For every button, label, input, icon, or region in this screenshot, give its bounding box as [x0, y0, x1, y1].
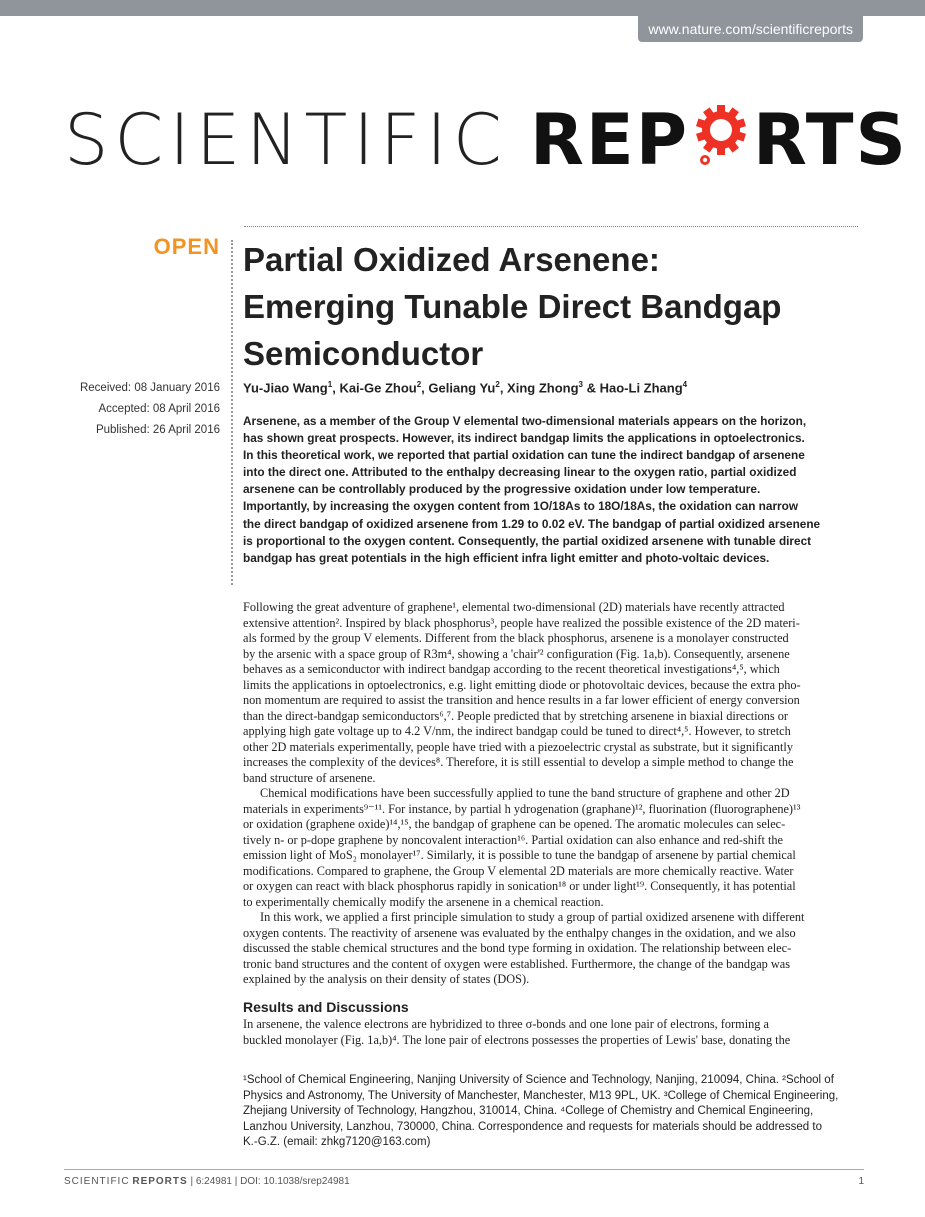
body-line: modifications. Compared to graphene, the Group V elemental 2D materials are more chemically reactive. Water [243, 863, 794, 878]
body-line: In this work, we applied a first principle simulation to study a group of partial oxidized arsenene with different [260, 910, 805, 924]
author-affiliation-mark: 1 [327, 380, 333, 389]
footer-journal-scientific: SCIENTIFIC [64, 1176, 130, 1187]
body-line: increases the complexity of the devices⁸. Therefore, it is still essential to develop a simple method to change the [243, 755, 794, 769]
author-separator: , [332, 380, 340, 396]
masthead-scientific: SCIENTIFIC [64, 99, 508, 181]
sidebar-divider [231, 240, 233, 585]
affiliation-line: Lanzhou University, Lanzhou, 730000, China. Correspondence and requests for materials should be addressed to [243, 1120, 822, 1133]
affiliation-line: Physics and Astronomy, The University of Manchester, Manchester, M13 9PL, UK. ³College of Chemical Engineering, [243, 1089, 839, 1102]
body-line: als formed by the group V elements. Different from the black phosphorus, arsenene is a monolayer constructed [243, 631, 789, 645]
author-name: Yu-Jiao Wang [243, 380, 328, 396]
body-line: by the arsenic with a space group of R3m⁴, showing a 'chair'² configuration (Fig. 1a,b). Consequently, arsenene [243, 646, 790, 661]
body-line: tively n- or p-dope graphene by noncovalent interaction¹⁶. Partial oxidation can also enhance and red-shift the [243, 832, 783, 847]
author-name: Hao-Li Zhang [599, 380, 683, 396]
open-access-badge: OPEN [153, 234, 220, 259]
body-line: than the direct-bandgap semiconductors⁶,⁷. People predicted that by stretching arsenene in biaxial directions or [243, 708, 789, 723]
title-line: Partial Oxidized Arsenene: [243, 241, 660, 278]
gear-icon [689, 100, 753, 172]
abstract-line: bandgap has great potentials in the high efficient infra light emitter and photo-voltaic devices. [243, 550, 770, 565]
page-footer [64, 1176, 864, 1187]
body-line: discussed the stable chemical structures and the bond type forming in oxidation. The relationship between elec- [243, 941, 792, 955]
journal-url-link[interactable]: www.nature.com/scientificreports [638, 16, 863, 42]
abstract-line: the direct bandgap of oxidized arsenene from 1.29 to 0.02 eV. The bandgap of partial oxidized arsenene [243, 516, 821, 531]
body-line: to experimentally chemically modify the arsenene in a chemical reaction. [243, 894, 604, 909]
results-text [243, 1017, 865, 1048]
introduction-text [243, 600, 865, 988]
masthead-rts: RTS [753, 99, 908, 181]
article-title [243, 236, 863, 377]
footer-divider [64, 1169, 864, 1170]
section-heading: Results and Discussions [243, 999, 409, 1015]
body-line: applying high gate voltage up to 4.2 V/nm, the indirect bandgap could be tuned to direct⁴,⁵. However, to stretch [243, 724, 791, 738]
abstract-line: into the direct one. Attributed to the enthalpy decreasing linear to the oxygen ratio, partial oxidized [243, 465, 797, 480]
body-line: emission light of MoS₂ monolayer¹⁷. Similarly, it is possible to tune the bandgap of arsenene by partial chemical [243, 848, 796, 862]
abstract-line: Arsenene, as a member of the Group V elemental two-dimensional materials appears on the horizon, [243, 414, 807, 428]
abstract-line: Importantly, by increasing the oxygen content from 1O/18As to 18O/18As, the oxidation can narrow [243, 499, 799, 514]
body-line: buckled monolayer (Fig. 1a,b)⁴. The lone pair of electrons possesses the properties of Lewis' base, donating the [243, 1032, 791, 1047]
title-line: Semiconductor [243, 335, 484, 372]
author-affiliation-mark: 3 [578, 380, 583, 389]
received-date: Received: 08 January 2016 [79, 382, 220, 394]
author-affiliation-mark: 2 [416, 380, 422, 389]
affiliations [243, 1073, 865, 1151]
abstract-line: has shown great prospects. However, its indirect bandgap limits the applications in optoelectronics. [243, 431, 805, 446]
author-separator: , [499, 380, 508, 396]
author-name: Geliang Yu [428, 380, 496, 396]
footer-journal-reports: REPORTS [132, 1176, 188, 1187]
author-separator: & [582, 380, 600, 396]
author-separator: , [421, 380, 429, 396]
body-line: extensive attention². Inspired by black phosphorus³, people have realized the possible existence of the 2D materi- [243, 615, 800, 630]
body-line: In arsenene, the valence electrons are hybridized to three σ-bonds and one lone pair of electrons, forming a [243, 1017, 769, 1031]
page-number: 1 [858, 1176, 864, 1187]
body-line: oxygen contents. The reactivity of arsenene was evaluated by the enthalpy changes in the oxidation, and we also [243, 925, 796, 940]
author-affiliation-mark: 2 [495, 380, 500, 389]
footer-citation: | 6:24981 | DOI: 10.1038/srep24981 [187, 1176, 350, 1187]
body-line: band structure of arsenene. [243, 770, 376, 785]
body-line: materials in experiments⁹⁻¹¹. For instance, by partial h ydrogenation (graphane)¹², fluorination (fluorographene)¹³ [243, 801, 801, 816]
body-line: or oxidation (graphene oxide)¹⁴,¹⁵, the bandgap of graphene can be opened. The aromatic molecules can selec- [243, 817, 786, 831]
author-list [243, 380, 863, 395]
journal-masthead [64, 99, 908, 181]
body-line: Following the great adventure of graphene¹, elemental two-dimensional (2D) materials have recently attracted [243, 600, 785, 614]
body-line: explained by the analysis on their density of states (DOS). [243, 972, 530, 986]
author-name: Xing Zhong [507, 380, 579, 396]
body-line: other 2D materials experimentally, people have tried with a piezoelectric crystal as substrate, but it significantly [243, 739, 793, 754]
body-line: Chemical modifications have been successfully applied to tune the band structure of graphene and other 2D [260, 786, 790, 800]
abstract-line: arsenene can be controllably produced by the progressive oxidation under low temperature. [243, 482, 761, 497]
body-line: tronic band structures and the content of oxygen were established. Furthermore, the change of the bandgap was [243, 956, 791, 971]
top-bar [0, 0, 925, 16]
body-line: or oxygen can react with black phosphorus rapidly in sonication¹⁸ or under light¹⁹. Consequently, it has potential [243, 879, 796, 893]
affiliation-line: Zhejiang University of Technology, Hangzhou, 310014, China. ⁴College of Chemistry and Chemical Engineering, [243, 1105, 814, 1118]
abstract-line: In this theoretical work, we reported that partial oxidation can tune the indirect bandgap of arsenene [243, 448, 805, 463]
article-dates [40, 378, 220, 441]
body-line: behaves as a semiconductor with indirect bandgap according to the recent theoretical investigations⁴,⁵, which [243, 662, 780, 676]
accepted-date: Accepted: 08 April 2016 [98, 403, 220, 415]
header-divider [244, 226, 858, 227]
title-line: Emerging Tunable Direct Bandgap [243, 288, 782, 325]
body-line: limits the applications in optoelectronics, e.g. light emitting diode or photovoltaic devices, because the extra pho- [243, 677, 801, 692]
author-name: Kai-Ge Zhou [339, 380, 417, 396]
masthead-rep: REP [530, 99, 690, 181]
published-date: Published: 26 April 2016 [95, 424, 220, 436]
abstract [243, 413, 865, 567]
body-line: non momentum are required to assist the transition and hence results in a far lower efficient of energy conversion [243, 693, 800, 707]
abstract-line: is proportional to the oxygen content. Consequently, the partial oxidized arsenene with tunable direct [243, 533, 812, 548]
affiliation-line: K.-G.Z. (email: zhkg7120@163.com) [243, 1136, 431, 1149]
affiliation-line: ¹School of Chemical Engineering, Nanjing University of Science and Technology, Nanjing, 210094, China. ²School of [243, 1074, 834, 1086]
author-affiliation-mark: 4 [682, 380, 688, 389]
